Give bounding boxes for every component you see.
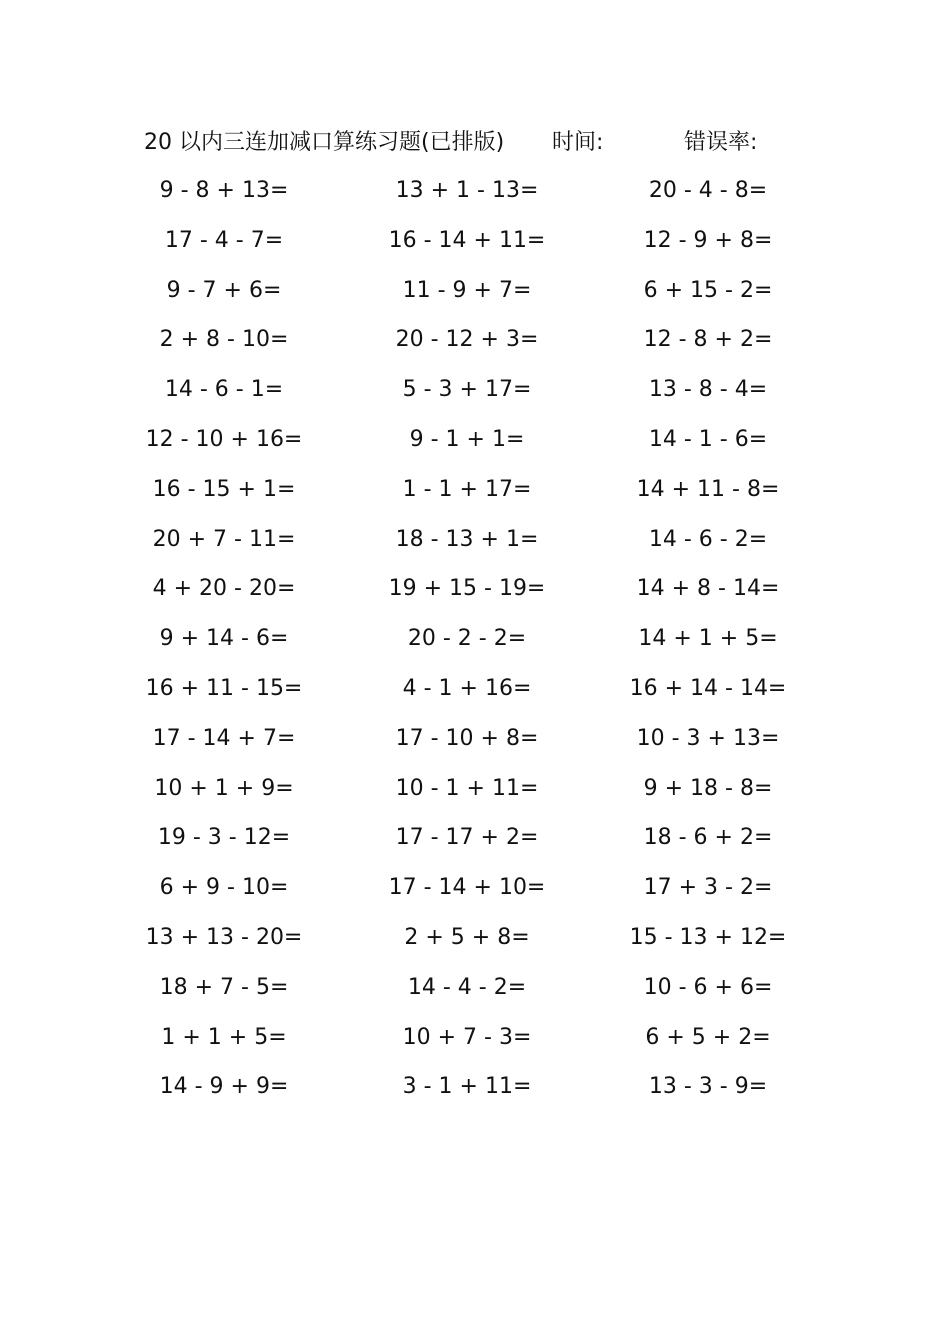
- problem-cell: 14 - 1 - 6=: [648, 426, 768, 452]
- problem-cell: 17 - 17 + 2=: [395, 825, 539, 851]
- problem-row: [0, 622, 950, 672]
- problem-cell: 6 + 9 - 10=: [159, 875, 289, 901]
- problem-cell: 14 + 8 - 14=: [636, 576, 780, 602]
- problem-cell: 19 - 3 - 12=: [157, 825, 291, 851]
- problem-row: [0, 224, 950, 274]
- problem-row: [0, 772, 950, 822]
- problem-cell: 14 + 1 + 5=: [638, 626, 778, 652]
- problem-cell: 9 + 14 - 6=: [159, 626, 289, 652]
- problem-row: [0, 274, 950, 324]
- problem-cell: 14 - 9 + 9=: [159, 1074, 289, 1100]
- problem-cell: 16 - 14 + 11=: [388, 227, 546, 253]
- problem-cell: 4 - 1 + 16=: [402, 675, 532, 701]
- problem-row: [0, 1070, 950, 1120]
- problem-cell: 13 - 3 - 9=: [648, 1074, 768, 1100]
- problem-cell: 14 - 6 - 1=: [164, 377, 284, 403]
- problem-cell: 1 - 1 + 17=: [402, 476, 532, 502]
- problem-cell: 17 + 3 - 2=: [643, 875, 773, 901]
- problem-cell: 18 - 6 + 2=: [643, 825, 773, 851]
- problem-cell: 17 - 4 - 7=: [164, 227, 284, 253]
- problem-cell: 4 + 20 - 20=: [152, 576, 296, 602]
- problem-cell: 20 - 12 + 3=: [395, 327, 539, 353]
- problem-cell: 5 - 3 + 17=: [402, 377, 532, 403]
- problem-row: [0, 722, 950, 772]
- worksheet-header: [0, 126, 950, 160]
- problem-cell: 10 - 3 + 13=: [636, 725, 780, 751]
- problem-cell: 6 + 15 - 2=: [643, 277, 773, 303]
- problem-cell: 10 + 7 - 3=: [402, 1024, 532, 1050]
- problem-row: [0, 971, 950, 1021]
- problem-row: [0, 373, 950, 423]
- problem-cell: 1 + 1 + 5=: [161, 1024, 287, 1050]
- problem-cell: 17 - 14 + 10=: [388, 875, 546, 901]
- problem-cell: 14 + 11 - 8=: [636, 476, 780, 502]
- problem-cell: 16 + 14 - 14=: [629, 675, 787, 701]
- problem-row: [0, 473, 950, 523]
- problem-row: [0, 921, 950, 971]
- problem-cell: 9 - 7 + 6=: [166, 277, 282, 303]
- problem-row: [0, 423, 950, 473]
- problem-cell: 13 - 8 - 4=: [648, 377, 768, 403]
- problem-cell: 13 + 1 - 13=: [395, 178, 539, 203]
- problem-cell: 9 - 1 + 1=: [409, 426, 525, 452]
- problem-cell: 2 + 8 - 10=: [159, 327, 289, 353]
- problem-cell: 16 + 11 - 15=: [145, 675, 303, 701]
- problem-cell: 9 - 8 + 13=: [159, 178, 289, 203]
- problem-cell: 10 - 6 + 6=: [643, 974, 773, 1000]
- problem-cell: 15 - 13 + 12=: [629, 924, 787, 950]
- problem-cell: 10 + 1 + 9=: [154, 775, 294, 801]
- problem-cell: 14 - 4 - 2=: [407, 974, 527, 1000]
- problem-cell: 14 - 6 - 2=: [648, 526, 768, 552]
- problem-row: [0, 323, 950, 373]
- problem-cell: 16 - 15 + 1=: [152, 476, 296, 502]
- problem-cell: 17 - 14 + 7=: [152, 725, 296, 751]
- problem-cell: 11 - 9 + 7=: [402, 277, 532, 303]
- problem-cell: 18 + 7 - 5=: [159, 974, 289, 1000]
- problem-cell: 13 + 13 - 20=: [145, 924, 303, 950]
- error-rate-label: 错误率:: [684, 130, 758, 155]
- problem-row: [0, 523, 950, 573]
- problem-cell: 6 + 5 + 2=: [645, 1024, 771, 1050]
- problem-row: [0, 821, 950, 871]
- problem-cell: 17 - 10 + 8=: [395, 725, 539, 751]
- problem-cell: 20 - 4 - 8=: [648, 178, 768, 203]
- problem-row: [0, 672, 950, 722]
- time-label: 时间:: [552, 130, 604, 155]
- problem-grid: [0, 174, 950, 1120]
- problem-cell: 3 - 1 + 11=: [402, 1074, 532, 1100]
- problem-row: [0, 871, 950, 921]
- problem-cell: 10 - 1 + 11=: [395, 775, 539, 801]
- problem-row: [0, 1021, 950, 1071]
- problem-cell: 12 - 9 + 8=: [643, 227, 773, 253]
- problem-cell: 12 - 10 + 16=: [145, 426, 303, 452]
- worksheet-title: 20 以内三连加减口算练习题(已排版): [144, 130, 505, 155]
- problem-row: [0, 572, 950, 622]
- problem-cell: 9 + 18 - 8=: [643, 775, 773, 801]
- problem-cell: 2 + 5 + 8=: [404, 924, 530, 950]
- problem-row: [0, 174, 950, 224]
- problem-cell: 12 - 8 + 2=: [643, 327, 773, 353]
- problem-cell: 18 - 13 + 1=: [395, 526, 539, 552]
- problem-cell: 20 + 7 - 11=: [152, 526, 296, 552]
- problem-cell: 19 + 15 - 19=: [388, 576, 546, 602]
- problem-cell: 20 - 2 - 2=: [407, 626, 527, 652]
